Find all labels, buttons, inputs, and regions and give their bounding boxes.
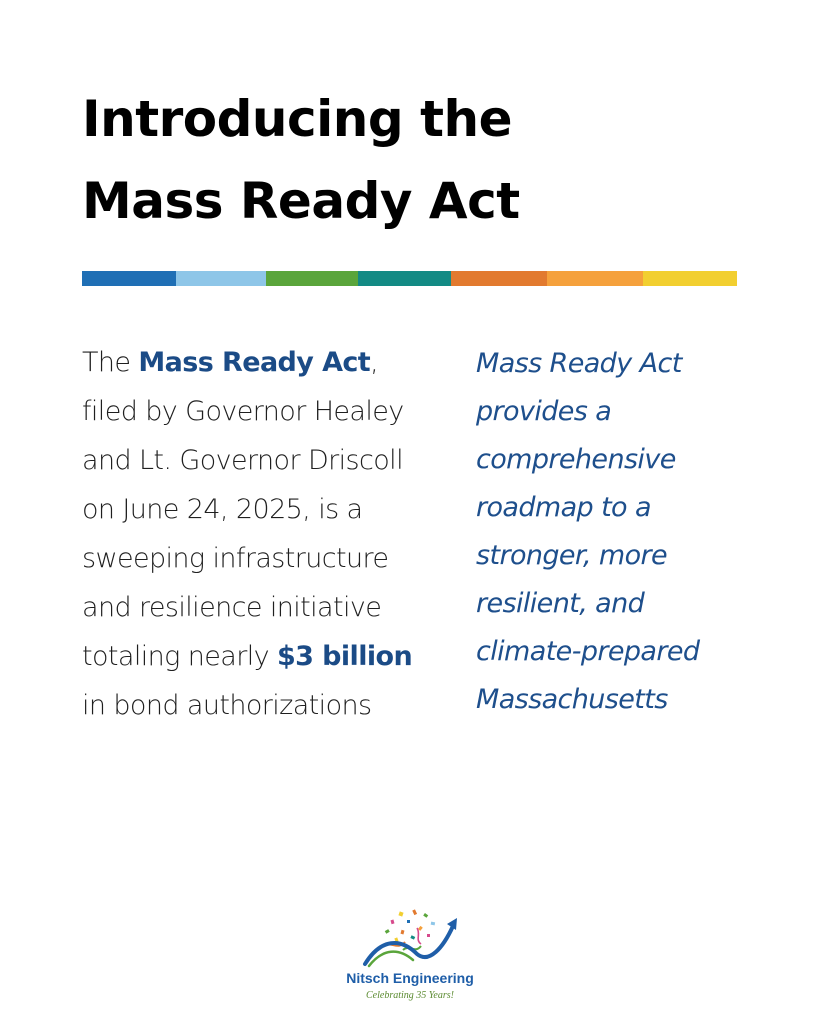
body-line: and Lt. Governor Driscoll	[82, 445, 403, 476]
stripe-segment	[643, 271, 737, 286]
callout-line: provides a	[476, 396, 612, 427]
callout-line: Mass Ready Act	[476, 348, 682, 379]
act-name-highlight: Mass Ready Act	[138, 347, 371, 378]
body-text: The	[82, 347, 139, 378]
callout-line: stronger, more	[476, 540, 668, 571]
amount-highlight: $3 billion	[276, 641, 413, 672]
callout-quote	[476, 340, 776, 724]
body-line: filed by Governor Healey	[82, 396, 404, 427]
body-line: in bond authorizations	[82, 690, 372, 721]
company-logo	[339, 908, 481, 1008]
body-text: ,	[370, 347, 379, 378]
callout-line: comprehensive	[476, 444, 676, 475]
title-line-1: Introducing the	[82, 90, 512, 148]
company-tagline: Celebrating 35 Years!	[366, 990, 454, 1001]
callout-line: Massachusetts	[476, 684, 668, 715]
stripe-segment	[358, 271, 451, 286]
logo-arrow-icon	[361, 908, 461, 968]
stripe-segment	[547, 271, 643, 286]
stripe-segment	[266, 271, 358, 286]
stripe-segment	[451, 271, 547, 286]
body-line	[82, 338, 457, 387]
callout-line: roadmap to a	[476, 492, 651, 523]
body-text: totaling nearly	[82, 641, 277, 672]
body-line: and resilience initiative	[82, 592, 382, 623]
color-stripe-divider	[82, 271, 737, 286]
stripe-segment	[82, 271, 176, 286]
body-paragraph	[82, 338, 457, 730]
body-line: on June 24, 2025, is a	[82, 494, 363, 525]
body-line	[82, 632, 457, 681]
body-line: sweeping infrastructure	[82, 543, 389, 574]
callout-line: resilient, and	[476, 588, 645, 619]
company-name: Nitsch Engineering	[346, 970, 474, 986]
callout-line: climate-prepared	[476, 636, 700, 667]
page-title	[82, 78, 762, 242]
stripe-segment	[176, 271, 266, 286]
title-line-2: Mass Ready Act	[82, 172, 520, 230]
